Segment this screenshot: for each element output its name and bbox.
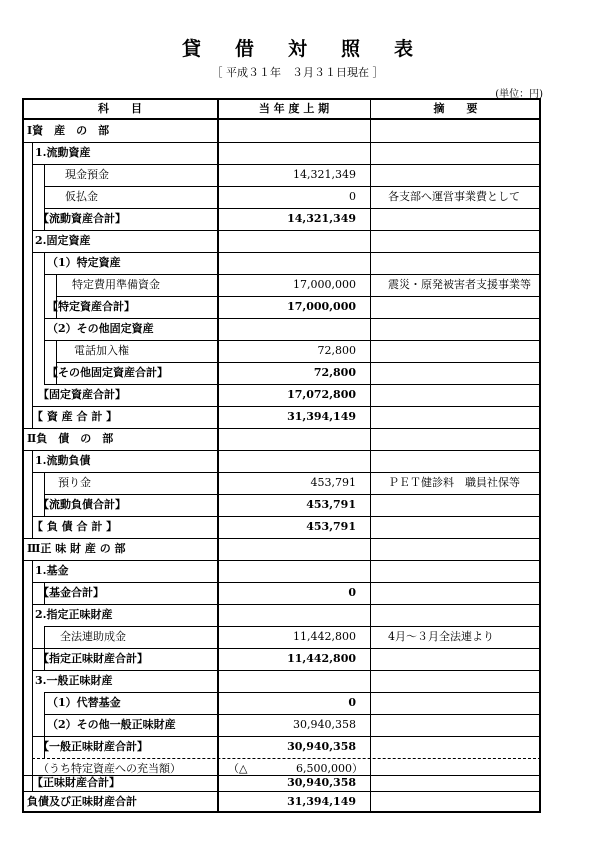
subsidy-value: 11,442,800 <box>293 630 356 643</box>
header-summary: 摘 要 <box>370 98 541 120</box>
liabilities-total-value: 453,791 <box>306 520 356 533</box>
other-fixed-total-label: 【その他固定資産合計】 <box>47 366 168 379</box>
section-assets: Ⅰ資 産 の 部 <box>27 124 110 137</box>
deposits-note: ＰＥＴ健診料 職員社保等 <box>388 476 520 489</box>
cash-label: 現金預金 <box>65 168 109 181</box>
liabilities-total-label: 【 負 債 合 計 】 <box>32 520 118 533</box>
fixed-assets-heading: 2.固定資産 <box>35 234 91 247</box>
document-title: 貸借対照表 <box>181 38 447 60</box>
subsidy-label: 全法連助成金 <box>60 630 126 643</box>
other-general-label: （2）その他一般正味財産 <box>47 718 176 731</box>
header-account: 科 目 <box>22 98 218 120</box>
subsidy-note: 4月～３月全法連より <box>388 630 494 643</box>
row-divider <box>32 758 541 759</box>
general-heading: 3.一般正味財産 <box>35 674 113 687</box>
net-assets-total-label: 【正味財産合計】 <box>32 776 120 789</box>
current-liabilities-total-value: 453,791 <box>306 498 356 511</box>
general-total-value: 30,940,358 <box>287 740 356 753</box>
other-fixed-heading: （2）その他固定資産 <box>47 322 154 335</box>
designated-heading: 2.指定正味財産 <box>35 608 113 621</box>
current-assets-total-value: 14,321,349 <box>287 212 356 225</box>
deposits-value: 453,791 <box>310 476 356 489</box>
allocated-value: 6,500,000） <box>296 762 363 775</box>
fund-heading: 1.基金 <box>35 564 69 577</box>
allocated-prefix: （△ <box>228 762 248 775</box>
indent-line <box>32 560 33 791</box>
indent-line <box>32 142 33 428</box>
document-subtitle: ［ 平成３１年 ３月３１日現在 ］ <box>211 66 384 79</box>
assets-total-value: 31,394,149 <box>287 410 356 423</box>
advance-note: 各支部へ運営事業費として <box>388 190 520 203</box>
fund-total-value: 0 <box>348 586 356 599</box>
row-divider <box>32 230 541 231</box>
fund-total-label: 【基金合計】 <box>38 586 104 599</box>
grand-total-value: 31,394,149 <box>287 795 356 808</box>
designated-total-value: 11,442,800 <box>287 652 356 665</box>
net-assets-total-value: 30,940,358 <box>287 776 356 789</box>
row-divider <box>22 450 541 451</box>
section-net-assets: Ⅲ正 味 財 産 の 部 <box>27 542 126 555</box>
cash-value: 14,321,349 <box>293 168 356 181</box>
section-liabilities: Ⅱ負 債 の 部 <box>27 432 114 445</box>
substitute-fund-label: （1）代替基金 <box>47 696 121 709</box>
phone-rights-label: 電話加入権 <box>74 344 129 357</box>
allocated-label: （うち特定資産への充当額） <box>38 762 181 775</box>
specific-assets-heading: （1）特定資産 <box>47 256 121 269</box>
other-general-value: 30,940,358 <box>293 718 356 731</box>
row-divider <box>22 142 541 143</box>
unit-note: (単位：円) <box>495 89 543 100</box>
column-divider <box>370 98 371 813</box>
advance-label: 仮払金 <box>65 190 98 203</box>
phone-rights-value: 72,800 <box>317 344 356 357</box>
specific-assets-total-label: 【特定資産合計】 <box>47 300 135 313</box>
designated-total-label: 【指定正味財産合計】 <box>38 652 148 665</box>
current-assets-total-label: 【流動資産合計】 <box>38 212 126 225</box>
reserve-fund-note: 震災・原発被害者支援事業等 <box>388 278 531 291</box>
advance-value: 0 <box>349 190 356 203</box>
specific-assets-total-value: 17,000,000 <box>287 300 356 313</box>
current-liabilities-total-label: 【流動負債合計】 <box>38 498 126 511</box>
grand-total-label: 負債及び正味財産合計 <box>27 795 137 808</box>
current-assets-heading: 1.流動資産 <box>35 146 91 159</box>
current-liabilities-heading: 1.流動負債 <box>35 454 91 467</box>
reserve-fund-label: 特定費用準備資金 <box>72 278 160 291</box>
reserve-fund-value: 17,000,000 <box>293 278 356 291</box>
fixed-assets-total-value: 17,072,800 <box>287 388 356 401</box>
substitute-fund-value: 0 <box>348 696 356 709</box>
fixed-assets-total-label: 【固定資産合計】 <box>38 388 126 401</box>
other-fixed-total-value: 72,800 <box>313 366 356 379</box>
assets-total-label: 【 資 産 合 計 】 <box>32 410 118 423</box>
general-total-label: 【一般正味財産合計】 <box>38 740 148 753</box>
header-period: 当 年 度 上 期 <box>218 98 370 120</box>
deposits-label: 預り金 <box>58 476 91 489</box>
row-divider <box>22 560 541 561</box>
